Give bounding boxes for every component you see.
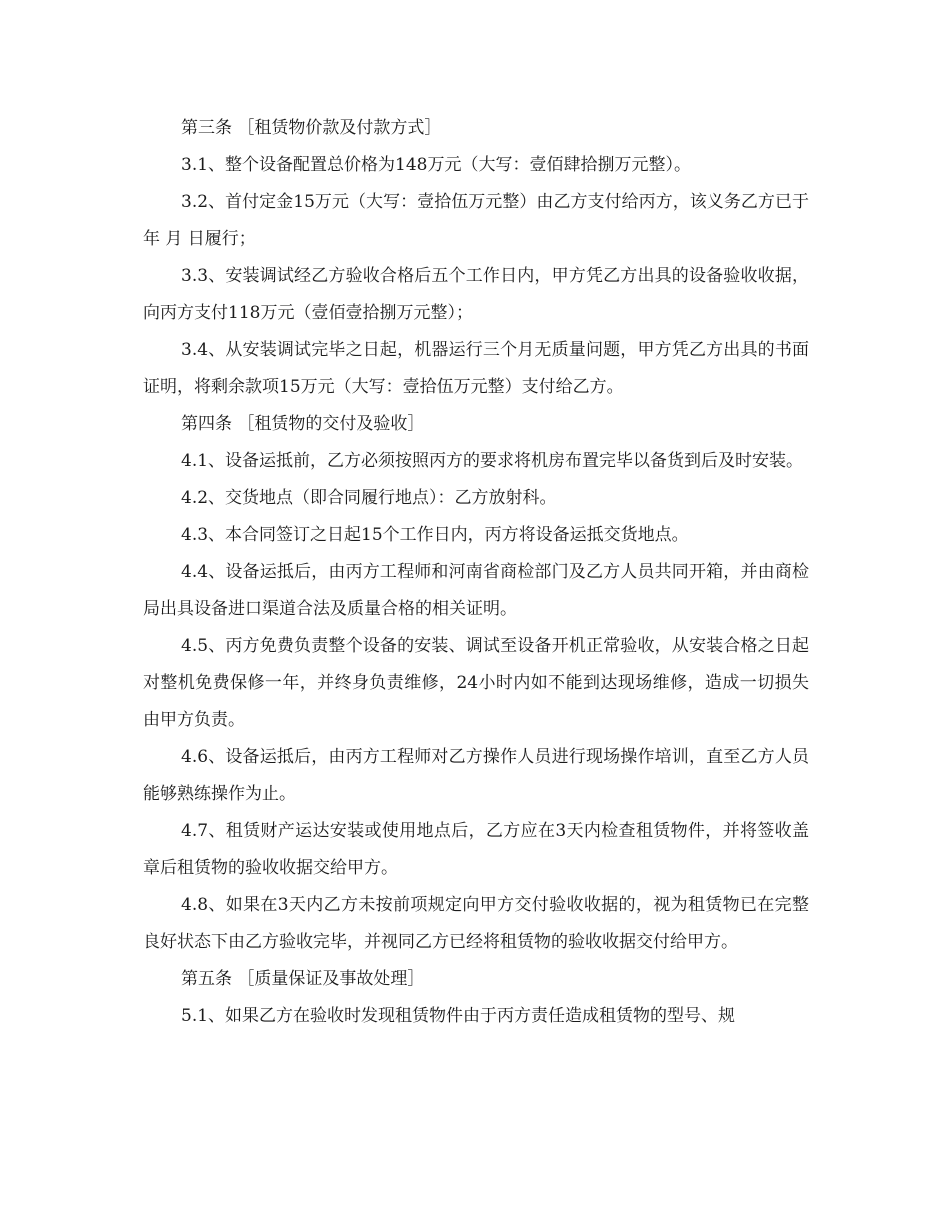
- clause-4-1: 4.1、设备运抵前，乙方必须按照丙方的要求将机房布置完毕以备货到后及时安装。: [181, 451, 804, 471]
- article-heading-5: 第五条 ［质量保证及事故处理］: [181, 969, 425, 989]
- article-heading-4: 第四条 ［租赁物的交付及验收］: [181, 414, 425, 434]
- clause-4-4: 4.4、设备运抵后，由丙方工程师和河南省商检部门及乙方人员共同开箱，并由商检局出具设备进口渠道合法及质量合格的相关证明。: [143, 562, 809, 619]
- clause-5-1: 5.1、如果乙方在验收时发现租赁物件由于丙方责任造成租赁物的型号、规: [181, 1006, 736, 1026]
- document-body: [143, 110, 809, 1035]
- clause-3-1: 3.1、整个设备配置总价格为148万元（大写：壹佰肆拾捌万元整）。: [181, 155, 691, 175]
- clause-4-8: 4.8、如果在3天内乙方未按前项规定向甲方交付验收收据的，视为租赁物已在完整良好状态下由乙方验收完毕，并视同乙方已经将租赁物的验收收据交付给甲方。: [143, 895, 809, 952]
- clause-4-3: 4.3、本合同签订之日起15个工作日内，丙方将设备运抵交货地点。: [181, 525, 689, 545]
- clause-4-5: 4.5、丙方免费负责整个设备的安装、调试至设备开机正常验收，从安装合格之日起对整机免费保修一年，并终身负责维修，24小时内如不能到达现场维修，造成一切损失由甲方负责。: [143, 636, 809, 730]
- clause-3-4: 3.4、从安装调试完毕之日起，机器运行三个月无质量问题，甲方凭乙方出具的书面证明，将剩余款项15万元（大写：壹拾伍万元整）支付给乙方。: [143, 340, 809, 397]
- clause-4-2: 4.2、交货地点（即合同履行地点）：乙方放射科。: [181, 488, 557, 508]
- clause-3-3: 3.3、安装调试经乙方验收合格后五个工作日内，甲方凭乙方出具的设备验收收据，向丙方支付118万元（壹佰壹拾捌万元整）；: [143, 266, 809, 323]
- article-heading-3: 第三条 ［租赁物价款及付款方式］: [181, 118, 442, 138]
- clause-3-2: 3.2、首付定金15万元（大写：壹拾伍万元整）由乙方支付给丙方，该义务乙方已于 年 月 日履行；: [143, 192, 809, 249]
- clause-4-6: 4.6、设备运抵后，由丙方工程师对乙方操作人员进行现场操作培训，直至乙方人员能够熟练操作为止。: [143, 747, 809, 804]
- clause-4-7: 4.7、租赁财产运达安装或使用地点后，乙方应在3天内检查租赁物件，并将签收盖章后租赁物的验收收据交给甲方。: [143, 821, 809, 878]
